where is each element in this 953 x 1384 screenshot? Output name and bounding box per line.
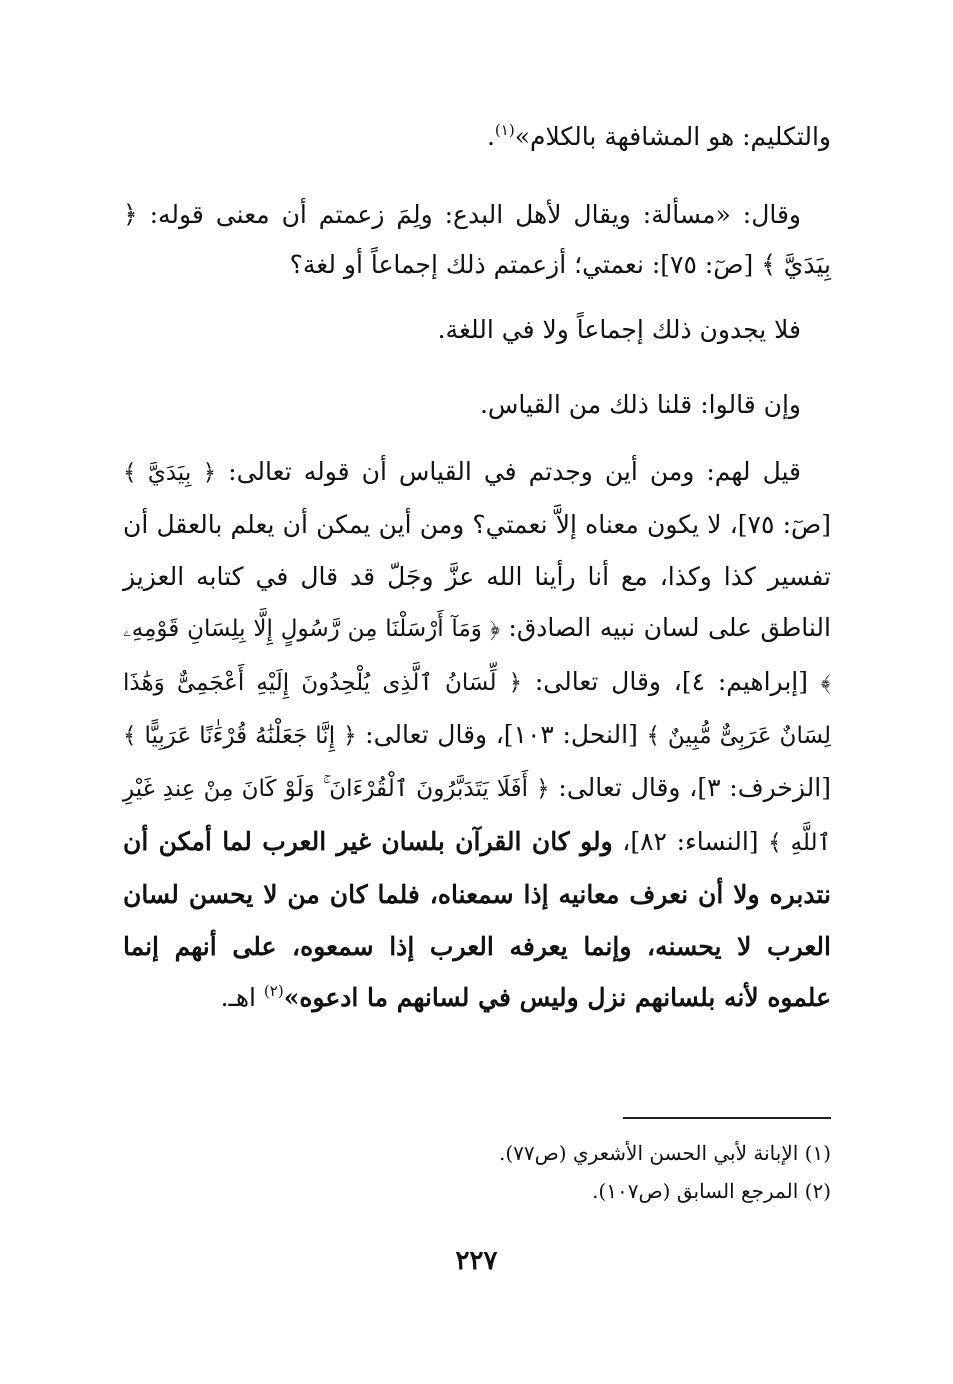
quran-verse-nahl: ﴿ لِّسَانُ ٱلَّذِى يُلْحِدُونَ إِلَيْهِ أَعْجَمِىٌّ وَهَٰذَا لِسَانٌ عَرَبِىٌّ مُّبِينٌ ﴾	[123, 669, 831, 750]
paragraph-tail: اهـ.	[220, 983, 264, 1013]
paragraph-text: وقال: «مسألة: ويقال لأهل البدع: ولِمَ زعمتم أن معنى قوله: ﴿ بِيَدَيَّ ﴾ [صٓ: ٧٥]: نعمتي؛ أزعمتم ذلك إجماعاً أو لغة؟	[123, 200, 831, 279]
quran-verse-zukhruf: ﴿ إِنَّا جَعَلْنَٰهُ قُرْءَٰنًا عَرَبِيًّا ﴾	[123, 723, 357, 750]
paragraph-text: [الزخرف: ٣]، وقال تعالى:	[549, 773, 831, 803]
paragraph-text: والتكليم: هو المشافهة بالكلام»	[514, 122, 831, 151]
paragraph-text: [النحل: ١٠٣]، وقال تعالى:	[356, 720, 647, 750]
quran-verse-biyadayya: ﴿ بِيَدَيَّ ﴾	[123, 460, 217, 486]
paragraph-takleem	[123, 112, 831, 162]
paragraph-text: فلا يجدون ذلك إجماعاً ولا في اللغة.	[437, 315, 801, 344]
paragraph-text: وإن قالوا: قلنا ذلك من القياس.	[479, 390, 801, 419]
footnote-1: (١) الإبانة لأبي الحسن الأشعري (ص٧٧).	[498, 1141, 831, 1165]
footnote-separator	[623, 1117, 831, 1119]
paragraph-text: قيل لهم: ومن أين وجدتم في القياس أن قوله تعالى:	[216, 457, 801, 486]
page-number: ٢٢٧	[455, 1246, 498, 1276]
paragraph-text: [إبراهيم: ٤]، وقال تعالى:	[522, 666, 821, 696]
paragraph-response	[123, 446, 831, 1023]
paragraph-no-ijma	[123, 305, 831, 355]
paragraph-text: [النساء: ٨٢]،	[612, 826, 769, 856]
paragraph-tail: .	[486, 122, 495, 151]
bold-passage: ولو كان القرآن بلسان غير العرب لما أمكن أن نتدبره ولا أن نعرف معانيه إذا سمعناه، فلما كان من لا يحسن لسان العرب لا يحسنه، وإنما يعرفه العرب إذا سمعوه، على أنهم إنما علموه لأنه بلسانهم نزل وليس في لسانهم ما ادعوه»	[123, 826, 831, 1013]
footnote-2: (٢) المرجع السابق (ص١٠٧).	[592, 1179, 831, 1203]
paragraph-text: [صٓ: ٧٥]، لا يكون معناه إلاَّ نعمتي؟ ومن أين يمكن أن يعلم بالعقل أن تفسير كذا وكذا، مع أنا رأينا الله عزَّ وجَلّ قد قال في كتابه العزيز الناطق على لسان نبيه الصادق:	[123, 510, 831, 643]
footnote-ref-1[interactable]: (١)	[494, 121, 515, 139]
paragraph-masala	[123, 190, 831, 290]
quran-verse-ibrahim: ﴿ وَمَآ أَرْسَلْنَا مِن رَّسُولٍ إِلَّا بِلِسَانِ قَوْمِهِۦ ﴾	[123, 616, 831, 696]
footnote-ref-2[interactable]: (٢)	[263, 982, 284, 1001]
paragraph-qiyas	[123, 380, 831, 430]
footnotes	[123, 1134, 831, 1210]
quran-verse-nisa: ﴿ أَفَلَا يَتَدَبَّرُونَ ٱلْقُرْءَانَ ۚ وَلَوْ كَانَ مِنْ عِندِ غَيْرِ ٱللَّهِ ﴾	[123, 776, 831, 856]
